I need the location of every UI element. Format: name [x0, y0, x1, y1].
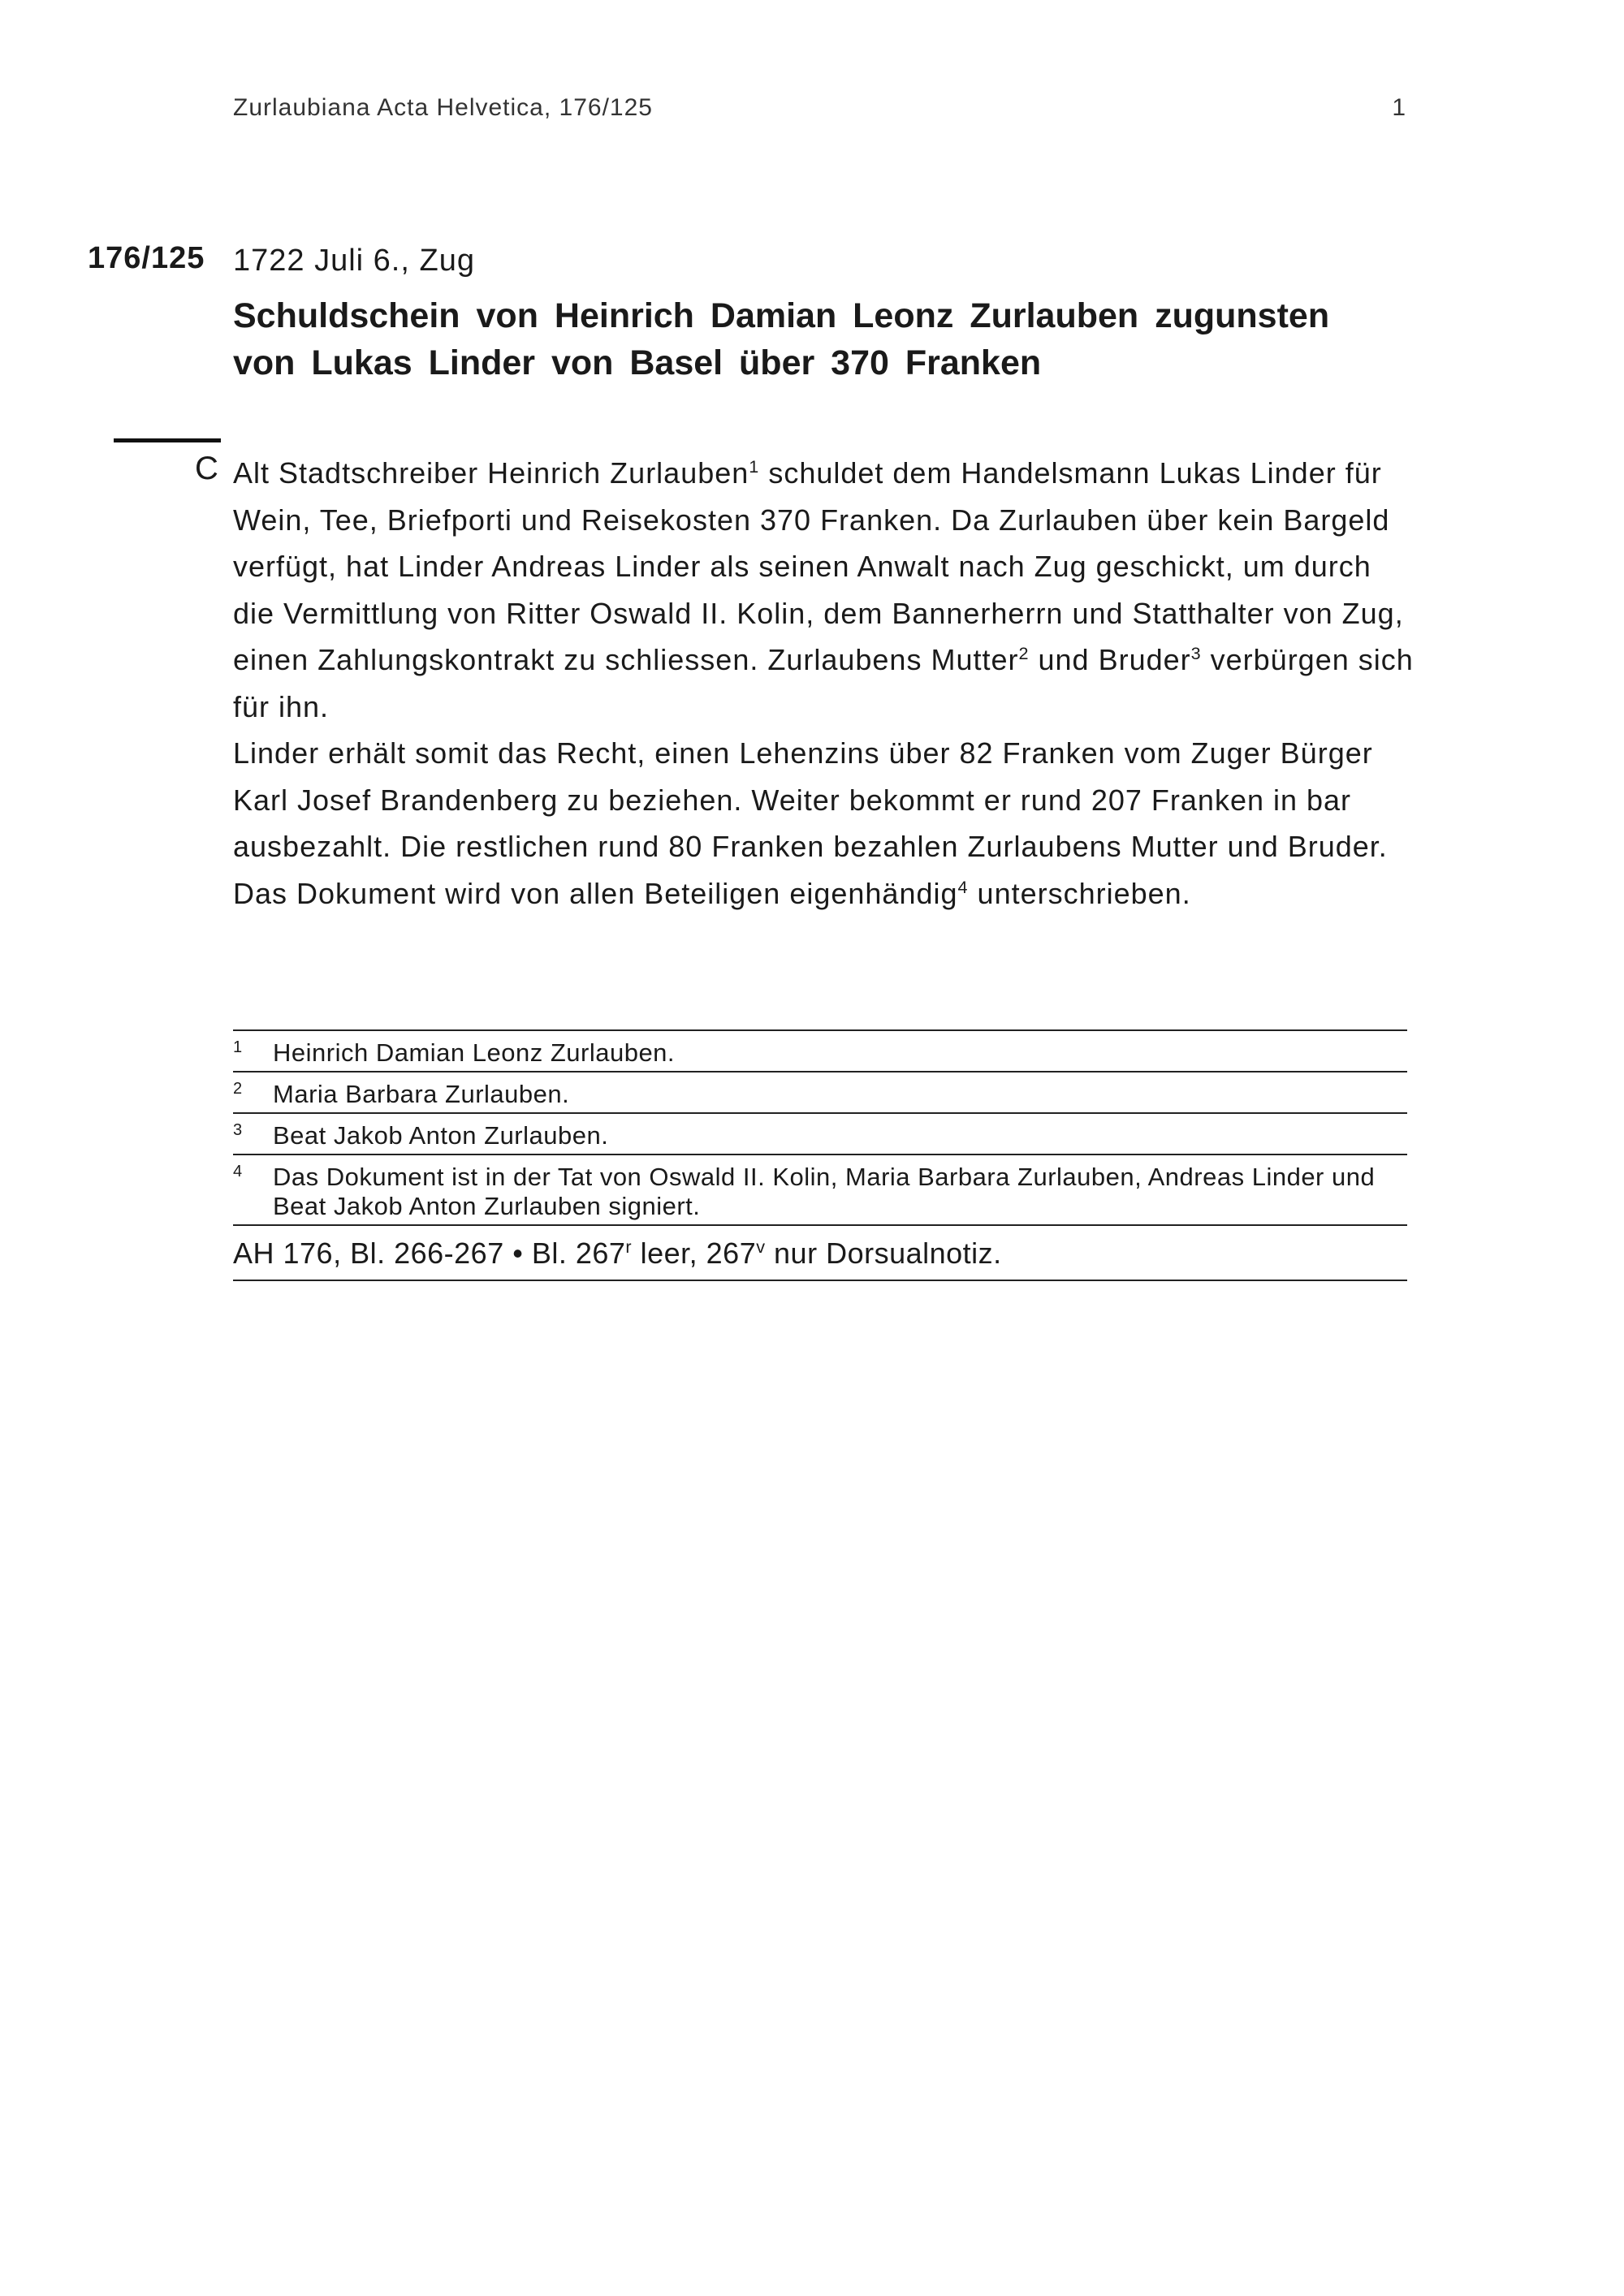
document-date-place: 1722 Juli 6., Zug [233, 244, 475, 278]
footnote-ref-1: 1 [749, 456, 760, 477]
footnote-2 [233, 1072, 1407, 1114]
footnote-text: Heinrich Damian Leonz Zurlauben. [273, 1038, 676, 1067]
footnote-text: Beat Jakob Anton Zurlauben. [273, 1121, 609, 1150]
document-type-mark: C [195, 451, 218, 486]
document-number: 176/125 [88, 241, 205, 275]
footnote-number: 3 [233, 1121, 243, 1139]
running-head [233, 94, 1406, 122]
footnote-4 [233, 1155, 1407, 1226]
footnote-ref-4: 4 [957, 876, 969, 897]
source-reference: AH 176, Bl. 266-267 • Bl. 267$^r$ leer, 267$^v$ nur Dorsualnotiz. [233, 1226, 1407, 1281]
footnote-ref-3: 3 [1190, 643, 1202, 663]
page-number: 1 [1392, 94, 1406, 121]
footnote-number: 4 [233, 1163, 243, 1180]
footnote-number: 2 [233, 1080, 243, 1098]
footnote-text: Das Dokument ist in der Tat von Oswald II. Kolin, Maria Barbara Zurlauben, Andreas Linder und Beat Jakob Anton Zurlauben signiert. [273, 1163, 1376, 1220]
document-title: Schuldschein von Heinrich Damian Leonz Zurlauben zugunsten von Lukas Linder von Basel über 370 Franken [233, 296, 1330, 382]
summary-paragraph-1: Alt Stadtschreiber Heinrich Zurlauben$^1$ schuldet dem Handelsmann Lukas Linder für Wein, Tee, Briefporti und Reisekosten 370 Franken. Da Zurlauben über kein Bargeld verfügt, hat Linder Andreas Linder als seinen Anwalt nach Zug geschickt, um durch die Vermittlung von Ritter Oswald II. Kolin, dem Bannerherrn und Statthalter von Zug, einen Zahlungskontrakt zu schliessen. Zurlaubens Mutter$^2$ und Bruder$^3$ verbürgen sich für ihn. [233, 456, 1414, 723]
footnote-ref-2: 2 [1018, 643, 1030, 663]
footnotes [233, 1029, 1407, 1281]
summary-text [233, 450, 1419, 917]
margin-rule [114, 438, 221, 442]
footnote-1 [233, 1031, 1407, 1072]
footnote-number: 1 [233, 1038, 243, 1056]
summary-paragraph-2: Linder erhält somit das Recht, einen Lehenzins über 82 Franken vom Zuger Bürger Karl Josef Brandenberg zu beziehen. Weiter bekommt er rund 207 Franken in bar ausbezahlt. Die restlichen rund 80 Franken bezahlen Zurlaubens Mutter und Bruder. Das Dokument wird von allen Beteiligen eigenhändig$^4$ unterschrieben. [233, 736, 1388, 910]
footnote-text: Maria Barbara Zurlauben. [273, 1080, 570, 1108]
running-title: Zurlaubiana Acta Helvetica, 176/125 [233, 94, 653, 121]
footnote-3 [233, 1114, 1407, 1155]
